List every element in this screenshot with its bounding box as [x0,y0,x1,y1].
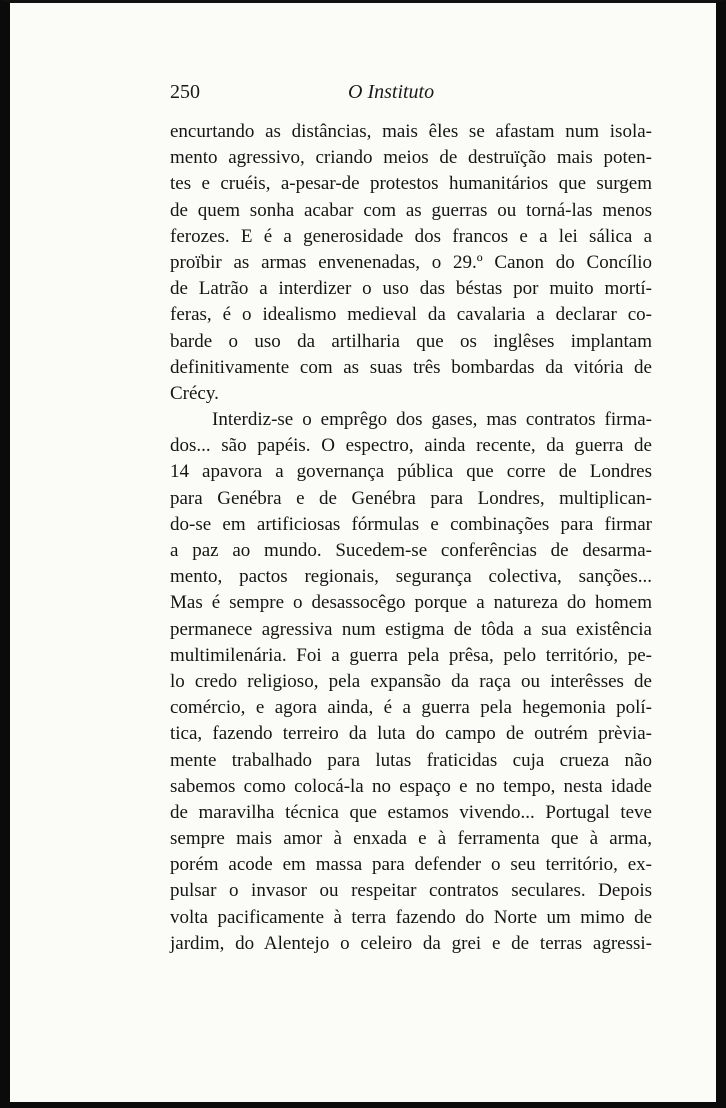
paragraph-end-line: Crécy. [170,382,219,404]
text-line: sempre mais amor à enxada e à ferramenta que à arma, [170,828,652,850]
text-line: Mas é sempre o desassocêgo porque a natureza do homem [170,592,652,614]
text-line: definitivamente com as suas três bombardas da vitória de [170,356,652,378]
page-number: 250 [170,81,200,103]
text-line: de Latrão a interdizer o uso das béstas por muito mortí- [170,278,652,300]
text-line: volta pacificamente à terra fazendo do Norte um mimo de [170,906,652,928]
text-line: barde o uso da artilharia que os inglêses implantam [170,330,652,352]
text-line: de maravilha técnica que estamos vivendo... Portugal teve [170,801,652,823]
text-line: do-se em artificiosas fórmulas e combinações para firmar [170,513,652,535]
text-line: ferozes. E é a generosidade dos francos e a lei sálica a [170,225,652,247]
text-line: jardim, do Alentejo o celeiro da grei e de terras agressi- [170,932,652,954]
text-line: encurtando as distâncias, mais êles se afastam num isola- [170,121,652,142]
text-line: sabemos como colocá-la no espaço e no tempo, nesta idade [170,775,652,797]
text-line: 14 apavora a governança pública que corre de Londres [170,461,652,483]
text-line: lo credo religioso, pela expansão da raça ou interêsses de [170,670,652,692]
text-line: porém acode em massa para defender o seu território, ex- [170,854,652,876]
text-line: para Genébra e de Genébra para Londres, multiplican- [170,487,652,509]
text-line: a paz ao mundo. Sucedem-se conferências de desarma- [170,540,652,561]
text-line: de quem sonha acabar com as guerras ou torná-las menos [170,199,652,221]
text-line: tica, fazendo terreiro da luta do campo de outrém prèvia- [170,723,652,745]
body-text [170,119,652,957]
running-title: O Instituto [348,81,435,103]
text-line: pulsar o invasor ou respeitar contratos seculares. Depois [170,880,652,902]
page-header [170,81,646,107]
text-line: mento, pactos regionais, segurança colectiva, sanções... [170,566,652,588]
text-line: tes e cruéis, a-pesar-de protestos humanitários que surgem [170,173,652,195]
text-line: permanece agressiva num estigma de tôda a sua existência [170,618,652,640]
paragraph-start-line: Interdiz-se o emprêgo dos gases, mas contratos firma- [212,409,652,431]
text-line: mente trabalhado para lutas fraticidas cuja crueza não [170,749,652,771]
text-line: proïbir as armas envenenadas, o 29.º Canon do Concílio [170,251,652,273]
text-line: dos... são papéis. O espectro, ainda recente, da guerra de [170,435,652,457]
text-line: mento agressivo, criando meios de destruïção mais poten- [170,147,652,169]
text-line: multimilenária. Foi a guerra pela prêsa, pelo território, pe- [170,644,652,666]
text-line: comércio, e agora ainda, é a guerra pela hegemonia polí- [170,697,652,719]
text-line: feras, é o idealismo medieval da cavalaria a declarar co- [170,304,652,326]
